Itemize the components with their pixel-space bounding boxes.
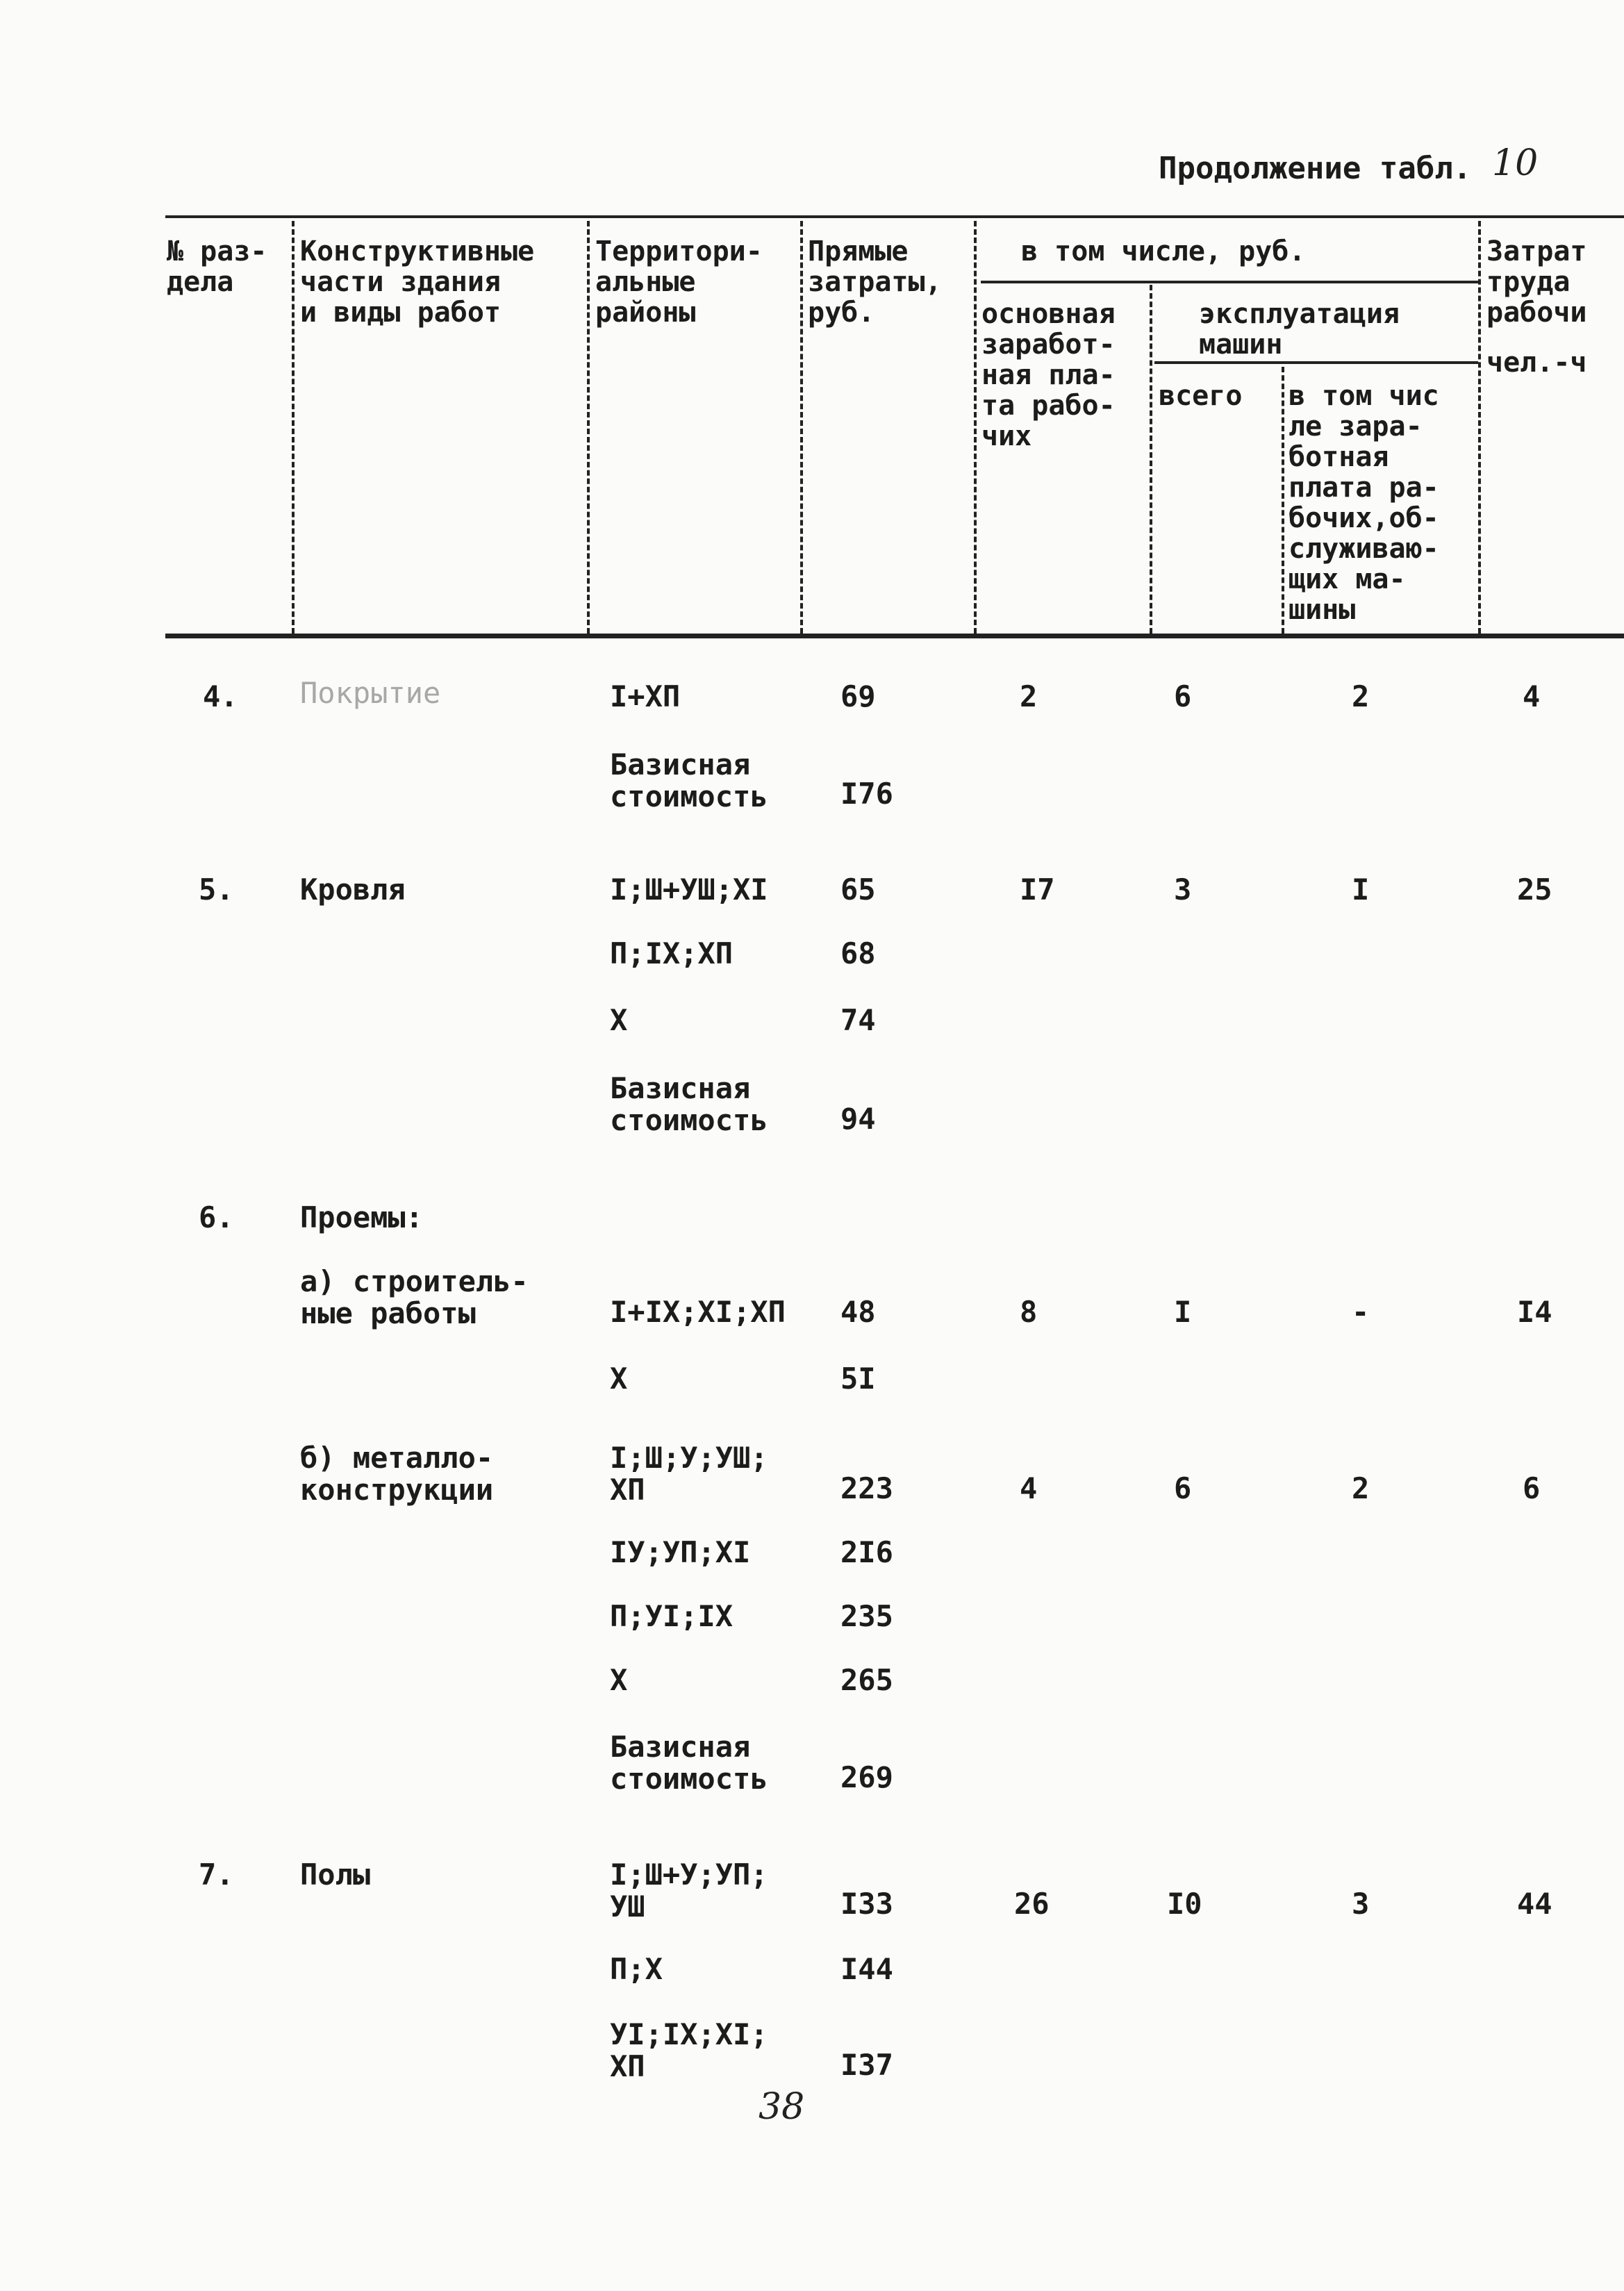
region: Базисная стоимость — [610, 747, 768, 813]
header-bottom-rule — [165, 634, 1624, 638]
direct-cost: 65 — [840, 872, 876, 907]
labor: 4 — [1523, 679, 1541, 713]
labor: I4 — [1517, 1295, 1552, 1329]
direct-cost: 265 — [840, 1663, 893, 1697]
header-parts: Конструктивные части здания и виды работ — [300, 235, 535, 329]
col-sep-7 — [1478, 221, 1481, 634]
direct-cost: 223 — [840, 1471, 893, 1505]
region: УI;IX;XI; XП — [610, 2017, 768, 2083]
direct-cost: 269 — [840, 1760, 893, 1794]
base-wage: 8 — [1020, 1295, 1038, 1329]
base-wage: 2 — [1020, 679, 1038, 713]
machine-total: I — [1174, 1295, 1192, 1329]
col-sep-1 — [292, 221, 295, 634]
region: X — [610, 1663, 628, 1697]
region: I;Ш;У;УШ; XП — [610, 1441, 768, 1507]
machine-wage: 3 — [1352, 1887, 1370, 1921]
direct-cost: 74 — [840, 1003, 876, 1037]
page-number: 38 — [759, 2086, 805, 2128]
machine-total: 3 — [1174, 872, 1192, 907]
col-sep-5 — [1150, 285, 1152, 634]
header-labor: Затрат труда рабочи — [1486, 235, 1587, 329]
part-name: Полы — [300, 1858, 371, 1892]
header-base-wage: основная заработ- ная пла- та рабо- чих — [981, 298, 1116, 452]
header-section: № раз- дела — [167, 235, 267, 298]
labor: 6 — [1523, 1471, 1541, 1505]
labor: 25 — [1517, 872, 1552, 907]
header-top-rule — [165, 215, 1624, 218]
machines-rule — [1154, 361, 1478, 364]
col-sep-3 — [800, 221, 803, 634]
section-number: 4. — [203, 679, 238, 713]
part-name: Проемы: — [300, 1200, 424, 1234]
part-name: Кровля — [300, 872, 406, 907]
col-sep-6 — [1282, 367, 1284, 634]
region: I;Ш+УШ;XI — [610, 872, 768, 907]
direct-cost: I37 — [840, 2048, 893, 2082]
region: IУ;УП;XI — [610, 1535, 751, 1569]
machine-wage: 2 — [1352, 1471, 1370, 1505]
machine-total: I0 — [1167, 1887, 1202, 1921]
header-machine-total: всего — [1159, 380, 1243, 412]
header-machine-operation: эксплуатация машин — [1199, 298, 1400, 361]
direct-cost: 235 — [840, 1599, 893, 1633]
header-direct-costs: Прямые затраты, руб. — [808, 235, 942, 329]
direct-cost: I76 — [840, 777, 893, 811]
region: I+IX;XI;XП — [610, 1295, 786, 1329]
direct-cost: 68 — [840, 936, 876, 970]
region: П;X — [610, 1952, 663, 1986]
region: П;IX;XП — [610, 936, 734, 970]
table-number: 10 — [1492, 142, 1539, 184]
section-number: 5. — [199, 872, 234, 907]
direct-cost: I33 — [840, 1887, 893, 1921]
part-name: б) металло- конструкции — [300, 1441, 494, 1507]
header-labor-unit: чел.-ч — [1486, 347, 1587, 379]
machine-total: 6 — [1174, 1471, 1192, 1505]
labor: 44 — [1517, 1887, 1552, 1921]
direct-cost: 48 — [840, 1295, 876, 1329]
region: П;УI;IX — [610, 1599, 734, 1633]
including-rule — [981, 281, 1478, 283]
direct-cost: 69 — [840, 679, 876, 713]
header-machine-wage: в том чис ле зара- ботная плата ра- бочих,об- служиваю- щих ма- шины — [1289, 380, 1439, 626]
direct-cost: I44 — [840, 1952, 893, 1986]
machine-wage: 2 — [1352, 679, 1370, 713]
direct-cost: 2I6 — [840, 1535, 893, 1569]
col-sep-2 — [587, 221, 590, 634]
machine-wage: - — [1352, 1295, 1370, 1329]
part-name: Покрытие — [300, 676, 441, 710]
section-number: 7. — [199, 1858, 234, 1892]
machine-total: 6 — [1174, 679, 1192, 713]
region: Базисная стоимость — [610, 1071, 768, 1137]
base-wage: 26 — [1014, 1887, 1050, 1921]
col-sep-4 — [974, 221, 977, 634]
base-wage: 4 — [1020, 1471, 1038, 1505]
region: X — [610, 1362, 628, 1396]
section-number: 6. — [199, 1200, 234, 1234]
direct-cost: 94 — [840, 1102, 876, 1136]
part-name: а) строитель- ные работы — [300, 1264, 529, 1330]
machine-wage: I — [1352, 872, 1370, 907]
base-wage: I7 — [1020, 872, 1055, 907]
region: Базисная стоимость — [610, 1730, 768, 1796]
direct-cost: 5I — [840, 1362, 876, 1396]
region: I;Ш+У;УП; УШ — [610, 1858, 768, 1924]
region: X — [610, 1003, 628, 1037]
header-regions: Территори- альные районы — [595, 235, 763, 329]
continuation-label: Продолжение табл. — [1159, 151, 1472, 186]
header-including: в том числе, руб. — [1021, 235, 1306, 267]
region: I+XП — [610, 679, 681, 713]
